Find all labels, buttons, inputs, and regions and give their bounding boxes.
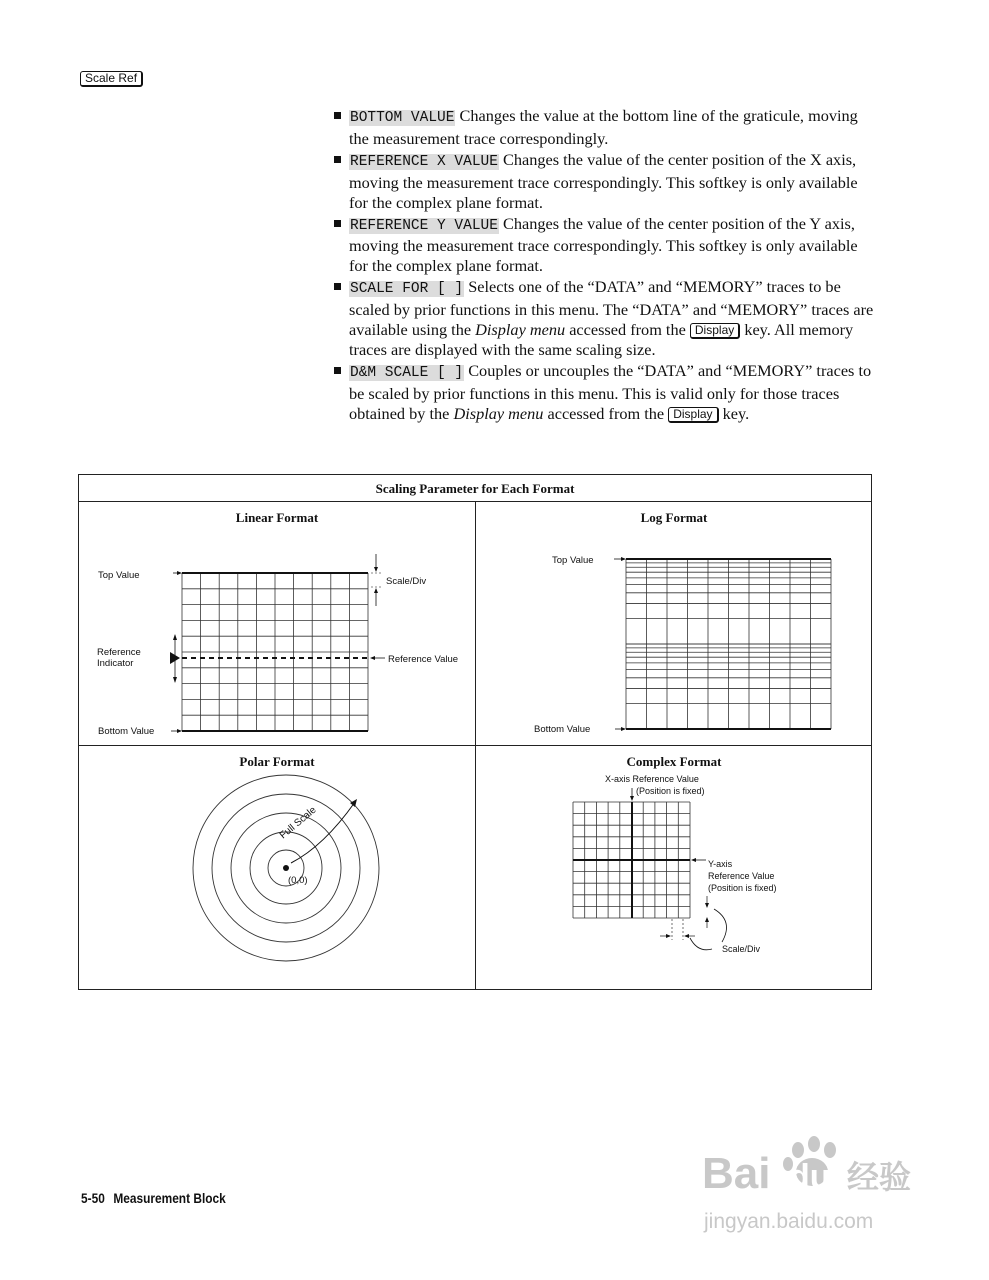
log-graticule xyxy=(626,559,831,729)
bottom-value-arrowhead xyxy=(177,729,182,733)
y-ref-label: Y-axis xyxy=(708,859,733,869)
baidu-watermark-graphic xyxy=(700,1128,940,1238)
list-item xyxy=(330,277,875,360)
scale-div-arrowhead xyxy=(684,934,689,938)
linear-format-cell xyxy=(79,502,476,746)
complex-format-cell xyxy=(476,746,872,990)
y-ref-label: Reference Value xyxy=(708,871,775,881)
x-ref-label: (Position is fixed) xyxy=(636,786,705,796)
figure-title: Scaling Parameter for Each Format xyxy=(79,475,871,502)
softkey-bottom-value: BOTTOM VALUE xyxy=(350,110,455,126)
log-format-diagram xyxy=(476,502,872,745)
scale-div-arrowhead-top xyxy=(374,567,378,572)
linear-format-title: Linear Format xyxy=(235,510,319,525)
top-value-arrowhead xyxy=(177,571,182,575)
y-ref-label: (Position is fixed) xyxy=(708,883,777,893)
list-item xyxy=(330,106,875,149)
full-scale-label: Full Scale xyxy=(277,804,319,842)
scale-div-arrowhead xyxy=(666,934,671,938)
softkey-dm-scale: D&M SCALE [ ] xyxy=(350,364,464,381)
item-description: accessed from the xyxy=(565,320,690,340)
scale-div-arrowhead xyxy=(705,917,709,922)
item-description: Changes the value of the center position of the Y axis, moving the measurement trace correspondingly. This softkey is only available for the complex plane format. xyxy=(349,213,858,276)
page-footer xyxy=(81,1190,226,1206)
softkey-reference-x-value: REFERENCE X VALUE xyxy=(350,153,498,170)
watermark-brand: Bai xyxy=(702,1149,771,1198)
bottom-value-arrowhead xyxy=(621,727,626,731)
scale-div-arrowhead-bottom xyxy=(374,588,378,593)
watermark-url: jingyan.baidu.com xyxy=(704,1210,874,1233)
scale-div-label: Scale/Div xyxy=(386,576,427,587)
complex-format-title: Complex Format xyxy=(626,754,722,769)
scale-ref-key-label: Scale Ref xyxy=(80,71,143,87)
x-ref-arrowhead xyxy=(630,796,634,801)
reference-indicator-arrowhead xyxy=(173,677,177,683)
scaling-parameter-figure xyxy=(78,474,872,990)
polar-format-diagram xyxy=(79,746,475,989)
list-item xyxy=(330,214,875,277)
baidu-watermark xyxy=(700,1128,940,1238)
log-format-title: Log Format xyxy=(640,510,708,525)
top-value-label: Top Value xyxy=(98,570,140,581)
reference-value-label: Reference Value xyxy=(388,654,459,665)
softkey-description-list xyxy=(330,106,875,425)
x-ref-label: X-axis Reference Value xyxy=(605,774,699,784)
polar-origin-point xyxy=(283,865,289,871)
item-description: key. All memory traces are displayed with the same scaling size. xyxy=(349,320,854,359)
scale-div-curve xyxy=(714,909,727,942)
top-value-label: Top Value xyxy=(552,555,594,566)
list-item xyxy=(330,361,875,424)
reference-indicator-label: Reference xyxy=(97,647,141,658)
softkey-scale-for: SCALE FOR [ ] xyxy=(350,281,464,298)
softkey-reference-y-value: REFERENCE Y VALUE xyxy=(350,217,498,234)
reference-indicator-label: Indicator xyxy=(97,658,134,669)
bottom-value-label: Bottom Value xyxy=(98,726,155,737)
item-description: Changes the value at the bottom line of the graticule, moving the measurement trace correspondingly. xyxy=(349,106,858,148)
item-description: key. xyxy=(718,403,750,423)
reference-value-arrowhead xyxy=(370,656,375,660)
full-scale-arrowhead xyxy=(350,799,357,807)
bottom-value-label: Bottom Value xyxy=(534,724,591,735)
display-key-label: Display xyxy=(668,407,718,423)
y-ref-arrowhead xyxy=(691,858,696,862)
polar-format-cell xyxy=(79,746,476,990)
linear-format-diagram xyxy=(79,502,475,745)
section-name: Measurement Block xyxy=(113,1190,226,1206)
scale-div-arrowhead xyxy=(705,903,709,908)
full-scale-arrow xyxy=(291,802,355,863)
display-menu-ref: Display menu xyxy=(453,403,544,423)
reference-indicator-arrowhead xyxy=(173,634,177,640)
polar-origin-label: (0,0) xyxy=(288,875,308,886)
display-menu-ref: Display menu xyxy=(475,320,566,340)
complex-format-diagram xyxy=(476,746,872,989)
item-description: Changes the value of the center position of the X axis, moving the measurement trace correspondingly. This softkey is only available for the complex plane format. xyxy=(349,149,858,212)
list-item xyxy=(330,150,875,213)
polar-format-title: Polar Format xyxy=(239,754,315,769)
item-description: Selects one of the “DATA” and “MEMORY” traces to be scaled by prior functions in this menu. The “DATA” and “MEMORY” traces are available using the xyxy=(349,277,874,340)
watermark-brand2: du xyxy=(789,1158,831,1196)
scale-div-curve xyxy=(690,938,712,950)
scale-div-label: Scale/Div xyxy=(722,944,761,954)
log-format-cell xyxy=(476,502,872,746)
linear-graticule xyxy=(182,573,368,731)
page-number: 5-50 xyxy=(81,1190,105,1206)
display-key-label: Display xyxy=(690,323,740,339)
item-description: accessed from the xyxy=(543,403,669,423)
top-value-arrowhead xyxy=(621,557,626,561)
item-description: Couples or uncouples the “DATA” and “MEMORY” traces to be scaled by prior functions in this menu. This is valid only for those traces obtained by the xyxy=(349,360,872,423)
watermark-cn: 经验 xyxy=(847,1159,912,1195)
